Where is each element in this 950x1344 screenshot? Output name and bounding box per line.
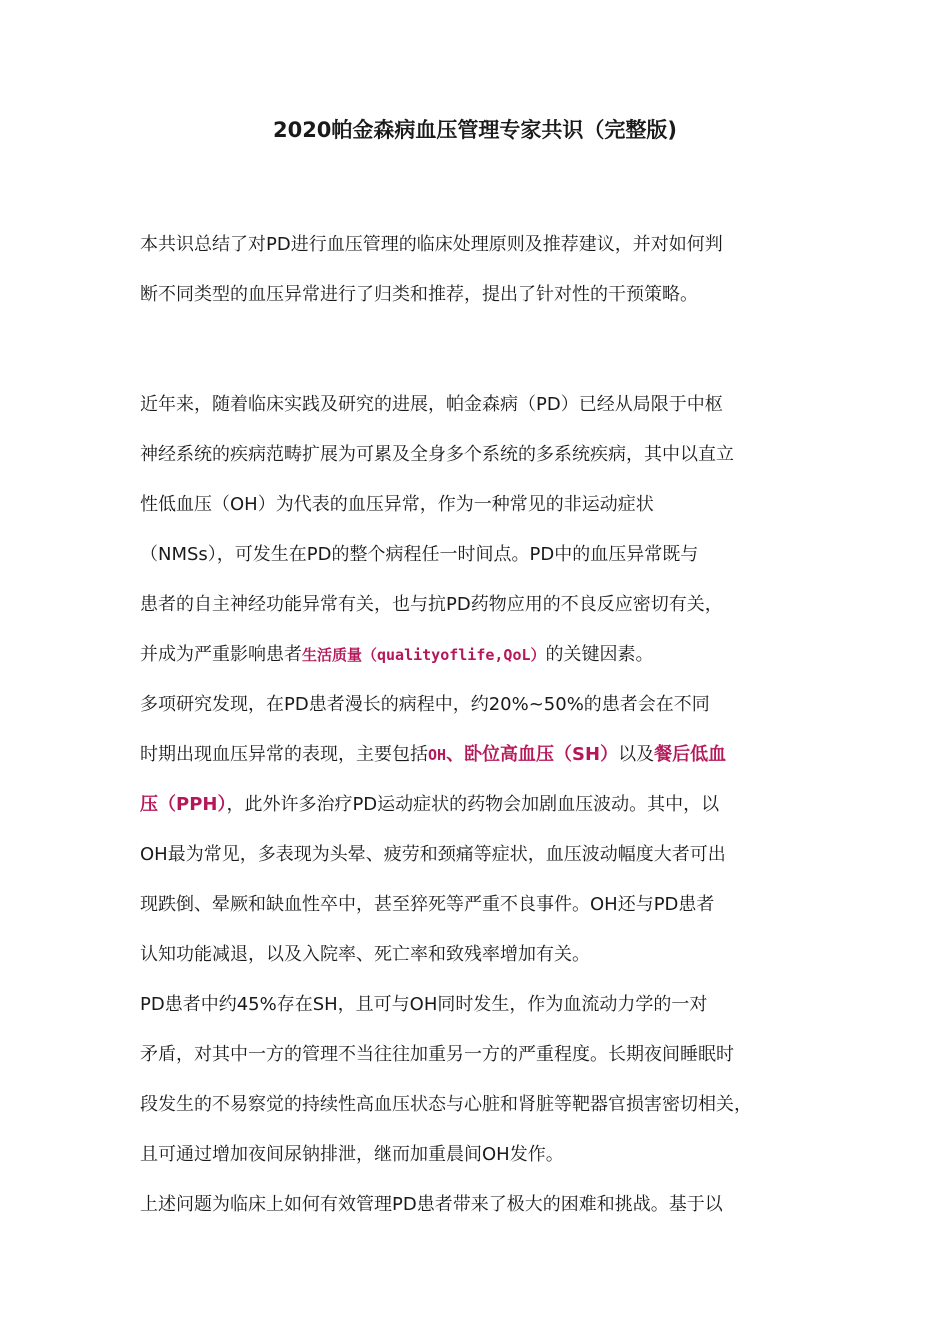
- body-line: （NMSs），可发生在PD的整个病程任一时间点。PD中的血压异常既与: [140, 544, 699, 565]
- abstract-line: 断不同类型的血压异常进行了归类和推荐，提出了针对性的干预策略。: [140, 284, 698, 305]
- body-text: 、: [446, 744, 465, 765]
- body-line: OH最为常见，多表现为头晕、疲劳和颈痛等症状，血压波动幅度大者可出: [140, 844, 726, 865]
- body-line: 矛盾，对其中一方的管理不当往往加重另一方的严重程度。长期夜间睡眠时: [140, 1044, 734, 1065]
- body-line: [140, 790, 719, 820]
- body-line: 段发生的不易察觉的持续性高血压状态与心脏和肾脏等靶器官损害密切相关，: [140, 1094, 752, 1115]
- body-line: 神经系统的疾病范畴扩展为可累及全身多个系统的多系统疾病，其中以直立: [140, 444, 734, 465]
- highlight-term-pph: 压（PPH）: [140, 794, 227, 815]
- body-line: 多项研究发现，在PD患者漫长的病程中，约20%~50%的患者会在不同: [140, 694, 710, 715]
- body-line: [140, 740, 726, 770]
- body-line: 认知功能减退，以及入院率、死亡率和致残率增加有关。: [140, 944, 590, 965]
- highlight-term-oh: OH: [428, 746, 447, 764]
- highlight-term-qol: [302, 644, 546, 665]
- document-title: 2020帕金森病血压管理专家共识（完整版): [272, 118, 678, 142]
- body-line: 现跌倒、晕厥和缺血性卒中，甚至猝死等严重不良事件。OH还与PD患者: [140, 894, 715, 915]
- highlight-term-sh: 卧位高血压（SH）: [464, 744, 619, 765]
- body-line: PD患者中约45%存在SH，且可与OH同时发生，作为血流动力学的一对: [140, 994, 708, 1015]
- body-line: [140, 640, 654, 670]
- abstract-line: 本共识总结了对PD进行血压管理的临床处理原则及推荐建议，并对如何判: [140, 234, 723, 255]
- body-text: 以及: [618, 744, 655, 765]
- highlight-text: 生活质量（qualityoflife,QoL）: [302, 646, 546, 664]
- body-line: 上述问题为临床上如何有效管理PD患者带来了极大的困难和挑战。基于以: [140, 1194, 723, 1215]
- body-line: 近年来，随着临床实践及研究的进展，帕金森病（PD）已经从局限于中枢: [140, 394, 723, 415]
- body-line: 患者的自主神经功能异常有关，也与抗PD药物应用的不良反应密切有关，: [140, 594, 723, 615]
- body-text: ，此外许多治疗PD运动症状的药物会加剧血压波动。其中，以: [226, 794, 720, 815]
- highlight-term-pph: 餐后低血: [654, 744, 727, 765]
- body-line: 且可通过增加夜间尿钠排泄，继而加重晨间OH发作。: [140, 1144, 564, 1165]
- body-text: 的关键因素。: [545, 644, 654, 665]
- body-text: 时期出现血压异常的表现，主要包括: [140, 744, 428, 765]
- body-text: 并成为严重影响患者: [140, 644, 302, 665]
- body-line: 性低血压（OH）为代表的血压异常，作为一种常见的非运动症状: [140, 494, 654, 515]
